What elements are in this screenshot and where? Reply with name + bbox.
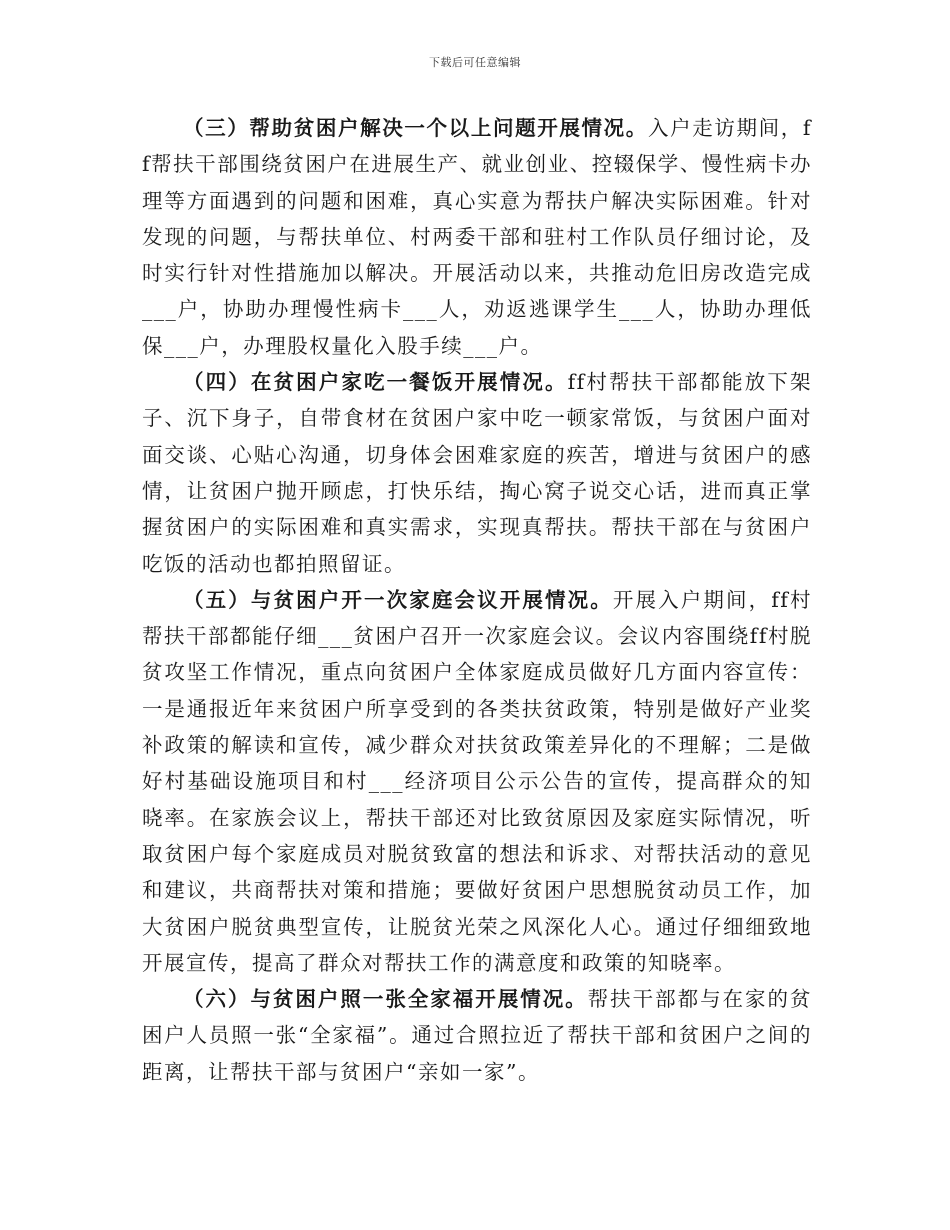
section-heading-4: （四）在贫困户家吃一餐饭开展情况。 (183, 370, 568, 395)
paragraph-family-photo (142, 981, 812, 1090)
paragraph-text: 帮扶干部都与在家的贫困户人员照一张“全家福”。通过合照拉近了帮扶干部和贫困户之间的距离，让帮扶干部与贫困户“亲如一家”。 (142, 987, 813, 1084)
paragraph-text: ff村帮扶干部都能放下架子、沉下身子，自带食材在贫困户家中吃一顿家常饭，与贫困户面对面交谈、心贴心沟通，切身体会困难家庭的疾苦，增进与贫困户的感情，让贫困户抛开顾虑，打快乐结，掏心窝子说交心话，进而真正掌握贫困户的实际困难和真实需求，实现真帮扶。帮扶干部在与贫困户吃饭的活动也都拍照留证。 (142, 370, 812, 576)
paragraph-text: 入户走访期间，ff帮扶干部围绕贫困户在进展生产、就业创业、控辍保学、慢性病卡办理等方面遇到的问题和困难，真心实意为帮扶户解决实际困难。针对发现的问题，与帮扶单位、村两委干部和驻村工作队员仔细讨论，及时实行针对性措施加以解决。开展活动以来，共推动危旧房改造完成___户，协助办理慢性病卡___人，劝返逃课学生___人，协助办理低保___户，办理股权量化入股手续___户。 (142, 116, 813, 358)
section-heading-6: （六）与贫困户照一张全家福开展情况。 (183, 987, 588, 1012)
paragraph-help-solve-problems (142, 110, 812, 364)
paragraph-text: 开展入户期间，ff村帮扶干部都能仔细___贫困户召开一次家庭会议。会议内容围绕ff村脱贫攻坚工作情况，重点向贫困户全体家庭成员做好几方面内容宣传：一是通报近年来贫困户所享受到的各类扶贫政策，特别是做好产业奖补政策的解读和宣传，减少群众对扶贫政策差异化的不理解；二是做好村基础设施项目和村___经济项目公示公告的宣传，提高群众的知晓率。在家族会议上，帮扶干部还对比致贫原因及家庭实际情况，听取贫困户每个家庭成员对脱贫致富的想法和诉求、对帮扶活动的意见和建议，共商帮扶对策和措施；要做好贫困户思想脱贫动员工作，加大贫困户脱贫典型宣传，让脱贫光荣之风深化人心。通过仔细细致地开展宣传，提高了群众对帮扶工作的满意度和政策的知晓率。 (142, 587, 812, 975)
paragraph-eat-meal (142, 364, 812, 582)
section-heading-5: （五）与贫困户开一次家庭会议开展情况。 (183, 587, 613, 612)
section-heading-3: （三）帮助贫困户解决一个以上问题开展情况。 (183, 116, 648, 140)
paragraph-family-meeting (142, 582, 812, 981)
document-body (142, 110, 812, 1090)
page-header: 下载后可任意编辑 (429, 56, 521, 69)
